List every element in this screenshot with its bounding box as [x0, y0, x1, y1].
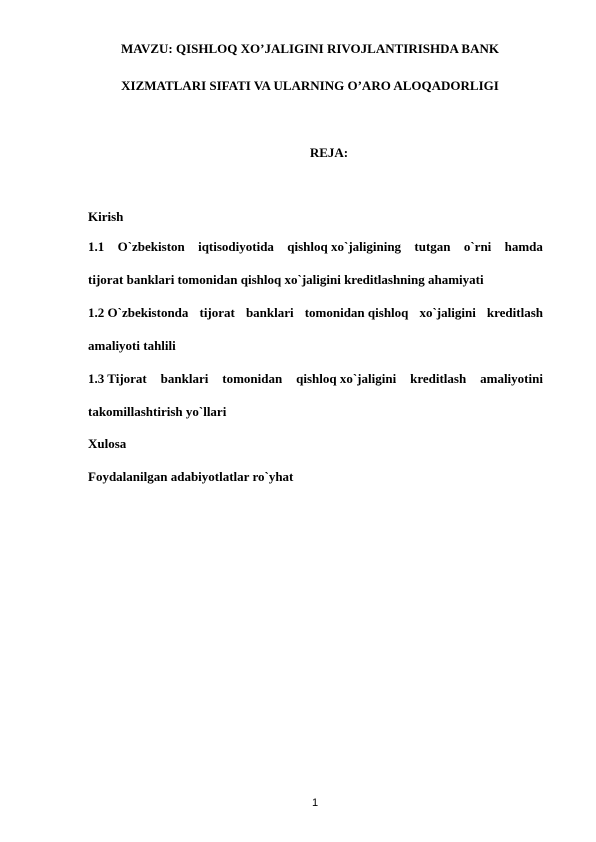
plan-item-3-line-1 — [88, 371, 543, 387]
plan-item-1-word: tutgan — [414, 239, 451, 254]
plan-item-2-word: tomonidan qishloq — [304, 305, 409, 320]
plan-item-3-word: banklari — [160, 371, 209, 386]
plan-item-2-word: 1.2 O`zbekistonda — [88, 305, 189, 320]
plan-item-1-line-1 — [88, 239, 543, 255]
plan-item-1-word: o`rni — [463, 239, 492, 254]
plan-item-1-word: O`zbekiston — [117, 239, 185, 254]
plan-item-1-word: hamda — [504, 239, 543, 254]
plan-item-2-word: tijorat — [199, 305, 235, 320]
plan-item-3-word: 1.3 Tijorat — [88, 371, 147, 386]
plan-item-2-word: banklari — [245, 305, 294, 320]
page-number: 1 — [311, 797, 319, 809]
plan-item-2-line-2: amaliyoti tahlili — [88, 338, 176, 353]
plan-item-2-word: kreditlash — [486, 305, 543, 320]
plan-item-conclusion: Xulosa — [88, 436, 127, 451]
plan-item-1-line-2: tijorat banklari tomonidan qishloq xo`jaligini kreditlashning ahamiyati — [88, 272, 484, 287]
plan-item-3-word: kreditlash — [410, 371, 467, 386]
plan-item-references: Foydalanilgan adabiyotlatlar ro`yhat — [88, 469, 294, 484]
plan-item-3-word: tomonidan — [222, 371, 283, 386]
plan-item-3-line-2: takomillashtirish yo`llari — [88, 404, 227, 419]
plan-item-3-word: amaliyotini — [480, 371, 543, 386]
plan-item-1-word: 1.1 — [88, 239, 105, 254]
plan-item-1-word: qishloq xo`jaligining — [287, 239, 402, 254]
plan-item-1-word: iqtisodiyotida — [198, 239, 274, 254]
plan-item-2-word: xo`jaligini — [419, 305, 476, 320]
plan-item-intro: Kirish — [88, 209, 124, 224]
title-line-1: MAVZU: QISHLOQ XO’JALIGINI RIVOJLANTIRISHDA BANK — [120, 41, 499, 56]
plan-heading: REJA: — [309, 145, 349, 160]
title-line-2: XIZMATLARI SIFATI VA ULARNING O’ARO ALOQADORLIGI — [121, 78, 499, 93]
plan-item-3-word: qishloq xo`jaligini — [296, 371, 397, 386]
plan-item-2-line-1 — [88, 305, 543, 321]
